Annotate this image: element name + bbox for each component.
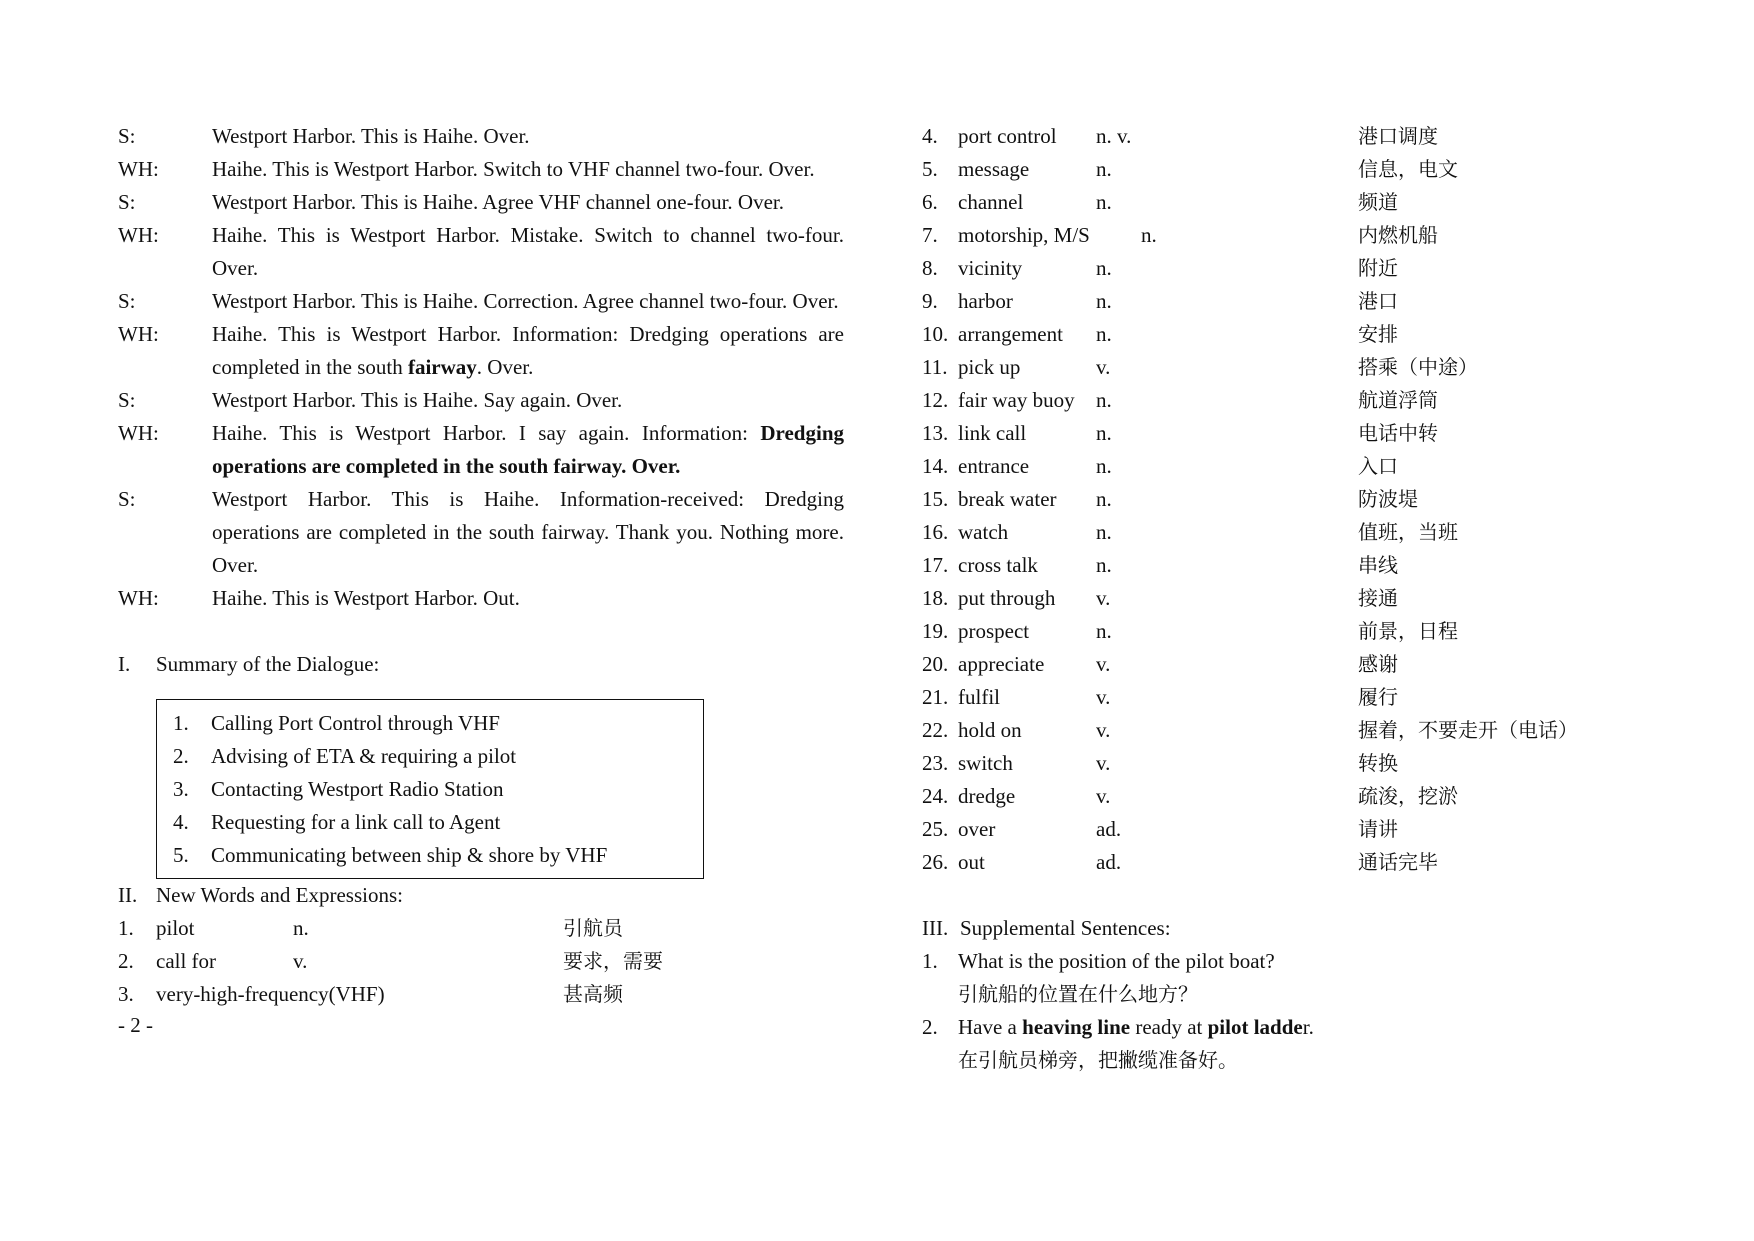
vocab-translation: 港口 [1358, 289, 1398, 313]
vocab-pos: n. [1096, 487, 1112, 511]
summary-item [173, 806, 703, 839]
speaker-label: S: [118, 124, 136, 148]
section-number: I. [118, 652, 131, 676]
vocab-pos: v. [1096, 355, 1111, 379]
vocab-row [922, 384, 1642, 417]
vocab-row [922, 153, 1642, 186]
vocab-translation: 入口 [1358, 454, 1398, 478]
speaker-label: WH: [118, 157, 159, 181]
utterance: Westport Harbor. This is Haihe. Correction. Agree channel two-four. Over. [212, 289, 839, 313]
vocab-word: hold on [958, 718, 1022, 742]
supplemental-translation [922, 1044, 1642, 1077]
vocab-translation: 接通 [1358, 586, 1398, 610]
vocab-number: 8. [922, 256, 938, 280]
vocab-pos: n. [293, 916, 309, 940]
page-number: - 2 - [118, 1013, 153, 1037]
vocab-list [922, 120, 1642, 879]
vocab-word: switch [958, 751, 1013, 775]
dialogue-line [118, 318, 844, 384]
vocab-pos: ad. [1096, 817, 1122, 841]
right-column [922, 120, 1642, 1077]
vocab-row [922, 252, 1642, 285]
vocab-translation: 航道浮筒 [1358, 388, 1438, 412]
vocab-number: 10. [922, 322, 949, 346]
dialogue [118, 120, 844, 615]
vocab-translation: 履行 [1358, 685, 1398, 709]
vocab-word: call for [156, 949, 217, 973]
vocab-pos: n. [1096, 520, 1112, 544]
item-number: 4. [173, 810, 189, 834]
vocab-pos: n. v. [1096, 124, 1132, 148]
vocab-row [922, 582, 1642, 615]
utterance-text: Haihe. This is Westport Harbor. Information: Dredging operations are completed in the south [212, 322, 844, 379]
utterance: Westport Harbor. This is Haihe. Agree VHF channel one-four. Over. [212, 190, 784, 214]
item-number: 1. [173, 711, 189, 735]
vocab-word: pick up [958, 355, 1021, 379]
item-number: 5. [173, 843, 189, 867]
vocab-word: vicinity [958, 256, 1023, 280]
vocab-word: motorship, M/S [958, 223, 1090, 247]
dialogue-line [118, 120, 844, 153]
dialogue-line [118, 417, 844, 483]
vocab-row [922, 186, 1642, 219]
sentence-translation: 引航船的位置在什么地方？ [958, 982, 1198, 1006]
vocab-pos: v. [1096, 652, 1111, 676]
supplemental-translation [922, 978, 1642, 1011]
vocab-number: 7. [922, 223, 938, 247]
vocab-number: 24. [922, 784, 949, 808]
vocab-translation: 安排 [1358, 322, 1398, 346]
sentence-text: What is the position of the pilot boat? [958, 949, 1275, 973]
vocab-number: 18. [922, 586, 949, 610]
item-text: Requesting for a link call to Agent [211, 810, 501, 834]
vocab-row [922, 813, 1642, 846]
vocab-word: cross talk [958, 553, 1038, 577]
vocab-word: watch [958, 520, 1009, 544]
speaker-label: WH: [118, 421, 159, 445]
vocab-row [922, 120, 1642, 153]
vocab-number: 6. [922, 190, 938, 214]
dialogue-line [118, 384, 844, 417]
summary-box [156, 699, 704, 879]
vocab-pos: n. [1141, 223, 1157, 247]
vocab-word: harbor [958, 289, 1013, 313]
vocab-row [922, 714, 1642, 747]
vocab-word: over [958, 817, 996, 841]
sentence-number: 1. [922, 949, 938, 973]
vocab-word: put through [958, 586, 1056, 610]
vocab-row [922, 780, 1642, 813]
item-text: Communicating between ship & shore by VHF [211, 843, 608, 867]
vocab-translation: 防波堤 [1358, 487, 1418, 511]
vocab-row [922, 516, 1642, 549]
dialogue-line [118, 483, 844, 582]
vocab-translation: 电话中转 [1358, 421, 1438, 445]
section-title: New Words and Expressions: [156, 883, 403, 907]
vocab-row [118, 912, 844, 945]
vocab-translation: 串线 [1358, 553, 1398, 577]
vocab-word: channel [958, 190, 1024, 214]
bold-term: pilot ladde [1207, 1015, 1303, 1039]
item-number: 3. [173, 777, 189, 801]
vocab-word: fair way buoy [958, 388, 1075, 412]
item-number: 2. [173, 744, 189, 768]
summary-item [173, 773, 703, 806]
supplemental-sentence [922, 945, 1642, 978]
vocab-translation: 甚高频 [563, 982, 623, 1006]
utterance [212, 318, 844, 384]
vocab-row [922, 615, 1642, 648]
bold-term: fairway [407, 355, 477, 379]
vocab-number: 21. [922, 685, 949, 709]
vocab-number: 4. [922, 124, 938, 148]
vocab-row [922, 549, 1642, 582]
vocab-row [922, 285, 1642, 318]
item-text: Contacting Westport Radio Station [211, 777, 504, 801]
vocab-word: appreciate [958, 652, 1045, 676]
vocab-row [922, 219, 1642, 252]
utterance [212, 417, 844, 483]
item-text: Advising of ETA & requiring a pilot [211, 744, 517, 768]
sentence-text [958, 1011, 1314, 1044]
vocab-word: pilot [156, 916, 195, 940]
vocab-translation: 请讲 [1358, 817, 1398, 841]
vocab-number: 14. [922, 454, 949, 478]
speaker-label: S: [118, 190, 136, 214]
utterance: Haihe. This is Westport Harbor. Switch to VHF channel two-four. Over. [212, 157, 815, 181]
vocab-row [922, 846, 1642, 879]
vocab-word: break water [958, 487, 1057, 511]
vocab-pos: ad. [1096, 850, 1122, 874]
vocab-translation: 前景，日程 [1358, 619, 1458, 643]
vocab-pos: v. [1096, 586, 1111, 610]
section-number: III. [922, 916, 949, 940]
sentence-fragment: Have a [958, 1015, 1023, 1039]
vocab-number: 20. [922, 652, 949, 676]
vocab-row [922, 681, 1642, 714]
vocab-translation: 感谢 [1358, 652, 1398, 676]
sentence-number: 2. [922, 1015, 938, 1039]
vocab-translation: 信息，电文 [1358, 157, 1458, 181]
bold-term: Dredging operations are completed in the south fairway. Over. [212, 421, 844, 478]
vocab-row [922, 648, 1642, 681]
vocab-word: arrangement [958, 322, 1063, 346]
vocab-row [922, 417, 1642, 450]
utterance: Westport Harbor. This is Haihe. Say again. Over. [212, 388, 623, 412]
vocab-number: 25. [922, 817, 949, 841]
sentence-translation: 在引航员梯旁，把撇缆准备好。 [958, 1048, 1238, 1072]
vocab-number: 22. [922, 718, 949, 742]
vocab-word: entrance [958, 454, 1030, 478]
utterance: Haihe. This is Westport Harbor. Mistake. Switch to channel two-four. Over. [212, 223, 844, 280]
vocab-number: 26. [922, 850, 949, 874]
sentence-fragment: r. [1302, 1015, 1314, 1039]
vocab-number: 3. [118, 982, 134, 1006]
vocab-row [922, 318, 1642, 351]
supplemental-sentence [922, 1011, 1642, 1044]
vocab-number: 16. [922, 520, 949, 544]
section-heading-summary [118, 648, 844, 681]
speaker-label: WH: [118, 586, 159, 610]
vocab-word: prospect [958, 619, 1030, 643]
vocab-row [118, 978, 844, 1011]
vocab-pos: n. [1096, 289, 1112, 313]
bold-term: heaving line [1022, 1015, 1131, 1039]
vocab-row [922, 450, 1642, 483]
vocab-pos: n. [1096, 421, 1112, 445]
dialogue-line [118, 285, 844, 318]
utterance-text: . Over. [476, 355, 534, 379]
dialogue-line [118, 186, 844, 219]
vocab-translation: 附近 [1358, 256, 1398, 280]
vocab-pos: v. [1096, 784, 1111, 808]
speaker-label: WH: [118, 223, 159, 247]
utterance-text: Haihe. This is Westport Harbor. I say again. Information: [212, 421, 761, 445]
dialogue-line [118, 153, 844, 186]
vocab-translation: 港口调度 [1358, 124, 1438, 148]
vocab-translation: 疏浚，挖淤 [1358, 784, 1458, 808]
vocab-number: 5. [922, 157, 938, 181]
utterance: Westport Harbor. This is Haihe. Over. [212, 124, 530, 148]
vocab-row [922, 351, 1642, 384]
left-column [118, 120, 844, 1039]
vocab-pos: n. [1096, 454, 1112, 478]
vocab-word: message [958, 157, 1030, 181]
vocab-row [922, 483, 1642, 516]
vocab-number: 9. [922, 289, 938, 313]
vocab-translation: 引航员 [563, 916, 623, 940]
summary-item [173, 707, 703, 740]
vocab-number: 13. [922, 421, 949, 445]
vocab-word: dredge [958, 784, 1016, 808]
vocab-row [118, 945, 844, 978]
speaker-label: S: [118, 289, 136, 313]
vocab-number: 19. [922, 619, 949, 643]
vocab-number: 15. [922, 487, 949, 511]
vocab-pos: n. [1096, 553, 1112, 577]
vocab-pos: n. [1096, 619, 1112, 643]
vocab-row [922, 747, 1642, 780]
vocab-translation: 握着，不要走开（电话） [1358, 718, 1578, 742]
section-heading-supplemental [922, 912, 1642, 945]
utterance: Haihe. This is Westport Harbor. Out. [212, 586, 520, 610]
section-heading-new-words [118, 879, 844, 912]
sentence-fragment: ready at [1130, 1015, 1208, 1039]
vocab-word: fulfil [958, 685, 1000, 709]
speaker-label: S: [118, 388, 136, 412]
vocab-translation: 值班，当班 [1358, 520, 1458, 544]
vocab-pos: v. [293, 949, 308, 973]
speaker-label: S: [118, 487, 136, 511]
vocab-word: link call [958, 421, 1027, 445]
vocab-pos: n. [1096, 388, 1112, 412]
vocab-number: 17. [922, 553, 949, 577]
vocab-pos: n. [1096, 157, 1112, 181]
vocab-number: 2. [118, 949, 134, 973]
vocab-number: 1. [118, 916, 134, 940]
utterance: Westport Harbor. This is Haihe. Information-received: Dredging operations are completed in the south fairway. Thank you. Nothing more. Over. [212, 487, 844, 577]
vocab-pos: v. [1096, 751, 1111, 775]
section-title: Summary of the Dialogue: [156, 652, 380, 676]
vocab-translation: 频道 [1358, 190, 1398, 214]
vocab-number: 23. [922, 751, 949, 775]
vocab-translation: 要求，需要 [563, 949, 663, 973]
vocab-number: 12. [922, 388, 949, 412]
vocab-translation: 转换 [1358, 751, 1398, 775]
vocab-word: very-high-frequency(VHF) [156, 982, 385, 1006]
section-title: Supplemental Sentences: [960, 916, 1171, 940]
section-number: II. [118, 883, 138, 907]
vocab-pos: n. [1096, 256, 1112, 280]
vocab-pos: v. [1096, 718, 1111, 742]
speaker-label: WH: [118, 322, 159, 346]
item-text: Calling Port Control through VHF [211, 711, 500, 735]
vocab-word: port control [958, 124, 1057, 148]
vocab-pos: n. [1096, 190, 1112, 214]
summary-item [173, 839, 703, 872]
vocab-pos: n. [1096, 322, 1112, 346]
vocab-translation: 内燃机船 [1358, 223, 1438, 247]
summary-item [173, 740, 703, 773]
vocab-translation: 通话完毕 [1358, 850, 1438, 874]
dialogue-line [118, 582, 844, 615]
vocab-number: 11. [922, 355, 948, 379]
dialogue-line [118, 219, 844, 285]
vocab-word: out [958, 850, 985, 874]
vocab-pos: v. [1096, 685, 1111, 709]
vocab-translation: 搭乘（中途） [1358, 355, 1478, 379]
